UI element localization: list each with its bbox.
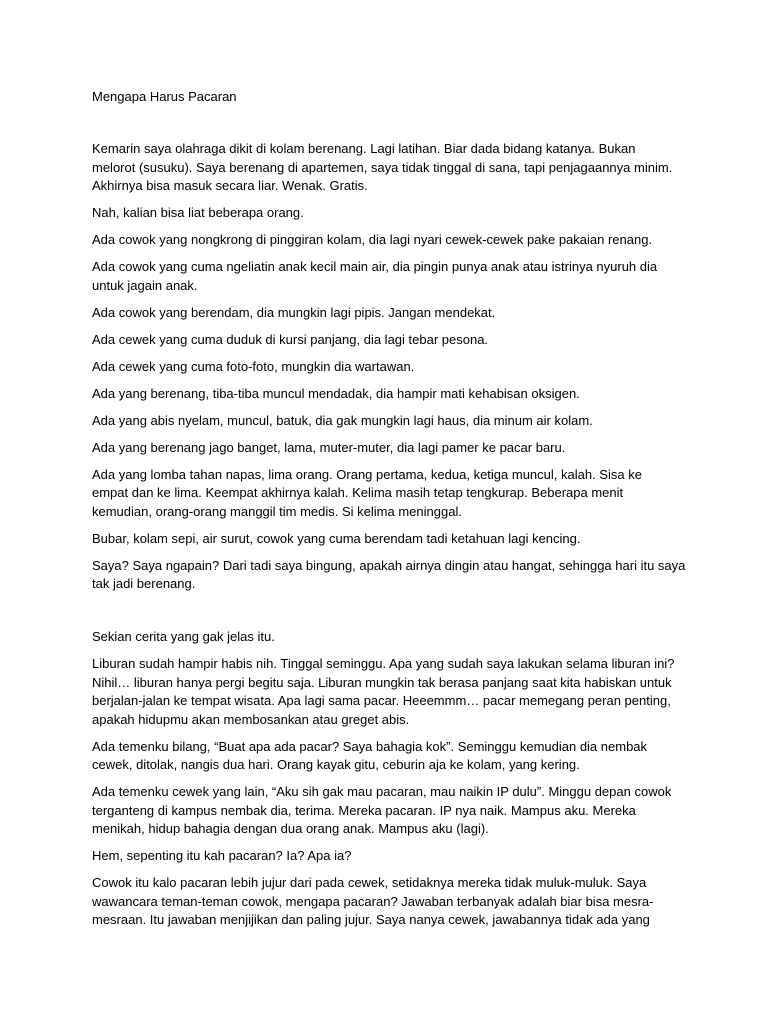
paragraph: [92, 358, 672, 377]
paragraph-line: Hem, sepenting itu kah pacaran? Ia? Apa ia?: [92, 848, 352, 863]
paragraph: [92, 783, 672, 839]
paragraph-line: cewek, ditolak, nangis dua hari. Orang kayak gitu, ceburin aja ke kolam, yang kering.: [92, 757, 580, 772]
paragraph: [92, 231, 672, 250]
section-pool-story: [92, 140, 686, 594]
paragraph-line: Kemarin saya olahraga dikit di kolam berenang. Lagi latihan. Biar dada bidang katanya. Bukan: [92, 141, 636, 156]
paragraph-line: Bubar, kolam sepi, air surut, cowok yang cuma berendam tadi ketahuan lagi kencing.: [92, 530, 581, 546]
paragraph-line: Ada temenku cewek yang lain, “Aku sih gak mau pacaran, mau naikin IP dulu”. Minggu depan cowok: [92, 784, 672, 799]
paragraph-line: Akhirnya bisa masuk secara liar. Wenak. Gratis.: [92, 178, 368, 193]
paragraph: [92, 466, 672, 522]
section-dating-essay: [92, 628, 675, 930]
paragraph: [92, 847, 672, 866]
paragraph: [92, 628, 672, 647]
paragraph-line: empat dan ke lima. Keempat akhirnya kalah. Kelima masih tetap tengkurap. Beberapa menit: [92, 485, 624, 500]
paragraph-line: Ada cowok yang cuma ngeliatin anak kecil main air, dia pingin punya anak atau istrinya nyuruh dia: [92, 259, 658, 274]
paragraph-line: melorot (susuku). Saya berenang di apartemen, saya tidak tinggal di sana, tapi penjagaannya minim.: [92, 159, 673, 175]
paragraph: [92, 530, 672, 549]
paragraph-line: tak jadi berenang.: [92, 576, 196, 591]
paragraph: [92, 412, 672, 431]
paragraph: [92, 385, 672, 404]
paragraph-line: mesraan. Itu jawaban menjijikan dan paling jujur. Saya nanya cewek, jawabannya tidak ada yang: [92, 912, 650, 927]
paragraph-line: Sekian cerita yang gak jelas itu.: [92, 629, 275, 644]
paragraph-line: Saya? Saya ngapain? Dari tadi saya bingung, apakah airnya dingin atau hangat, sehingga hari itu saya: [92, 557, 686, 573]
paragraph-line: wawancara teman-teman cowok, mengapa pacaran? Jawaban terbanyak adalah biar bisa mesra-: [92, 893, 654, 909]
paragraph-line: berjalan-jalan ke tempat wisata. Apa lagi sama pacar. Heeemmm… pacar memegang peran penting,: [92, 693, 671, 708]
paragraph-line: Liburan sudah hampir habis nih. Tinggal seminggu. Apa yang sudah saya lakukan selama liburan ini?: [92, 656, 675, 671]
document-body: [92, 140, 686, 938]
paragraph-line: Nah, kalian bisa liat beberapa orang.: [92, 205, 304, 220]
paragraph: [92, 738, 672, 775]
paragraph: [92, 557, 686, 594]
paragraph-line: Nihil… liburan hanya pergi begitu saja. Liburan mungkin tak berasa panjang saat kita habiskan untuk: [92, 674, 672, 690]
document-title: Mengapa Harus Pacaran: [92, 89, 237, 104]
paragraph-line: Ada cowok yang nongkrong di pinggiran kolam, dia lagi nyari cewek-cewek pake pakaian renang.: [92, 232, 653, 247]
paragraph-line: kemudian, orang-orang manggil tim medis. Si kelima meninggal.: [92, 503, 462, 519]
paragraph-line: Ada cewek yang cuma foto-foto, mungkin dia wartawan.: [92, 358, 415, 374]
paragraph: [92, 204, 672, 223]
paragraph-line: menikah, hidup bahagia dengan dua orang anak. Mampus aku (lagi).: [92, 821, 489, 836]
paragraph: [92, 655, 675, 729]
paragraph-line: Ada cewek yang cuma duduk di kursi panjang, dia lagi tebar pesona.: [92, 331, 489, 347]
paragraph-line: Ada temenku bilang, “Buat apa ada pacar? Saya bahagia kok”. Seminggu kemudian dia nembak: [92, 738, 648, 754]
paragraph: [92, 304, 672, 323]
paragraph-line: Cowok itu kalo pacaran lebih jujur dari pada cewek, setidaknya mereka tidak muluk-muluk. Saya: [92, 875, 647, 890]
paragraph-line: untuk jagain anak.: [92, 277, 198, 293]
paragraph-line: terganteng di kampus nembak dia, terima. Mereka pacaran. IP nya naik. Mampus aku. Mereka: [92, 802, 636, 818]
paragraph-line: Ada cowok yang berendam, dia mungkin lagi pipis. Jangan mendekat.: [92, 304, 496, 320]
paragraph-line: Ada yang berenang jago banget, lama, muter-muter, dia lagi pamer ke pacar baru.: [92, 439, 566, 455]
paragraph-line: apakah hidupmu akan membosankan atau greget abis.: [92, 711, 410, 727]
paragraph: [92, 874, 672, 930]
paragraph: [92, 331, 672, 350]
paragraph-line: Ada yang berenang, tiba-tiba muncul mendadak, dia hampir mati kehabisan oksigen.: [92, 385, 580, 401]
section-gap: [92, 602, 672, 628]
paragraph: [92, 140, 672, 196]
paragraph: [92, 258, 672, 295]
paragraph: [92, 439, 672, 458]
paragraph-line: Ada yang abis nyelam, muncul, batuk, dia gak mungkin lagi haus, dia minum air kolam.: [92, 412, 593, 428]
paragraph-line: Ada yang lomba tahan napas, lima orang. Orang pertama, kedua, ketiga muncul, kalah. Sisa ke: [92, 466, 642, 482]
